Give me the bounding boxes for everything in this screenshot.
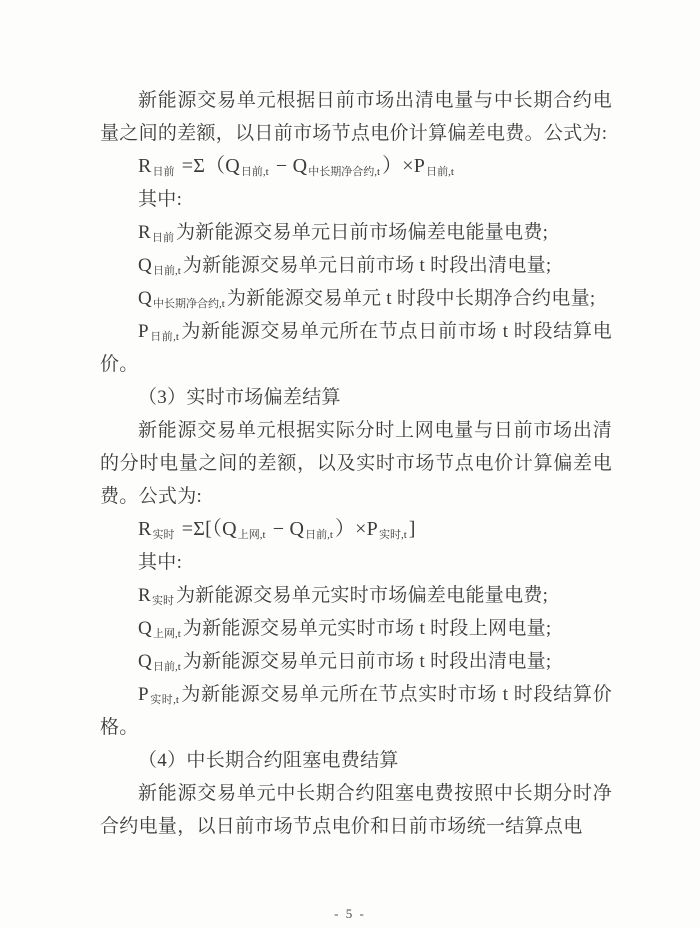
paragraph-among-which: 其中:: [138, 189, 183, 210]
paragraph-day-ahead-intro: 新能源交易单元根据日前市场出清电量与中长期合约电量之间的差额，以日前市场节点电价计算偏差电费。公式为:: [100, 90, 612, 144]
definition-q-day-ahead: $Q_{日前,t}$ 为新能源交易单元日前市场 t 时段出清电量;: [138, 255, 552, 277]
page-number: - 5 -: [334, 906, 366, 921]
definition-p-real-time: $P_{实时,t}$ 为新能源交易单元所在节点实时市场 t 时段结算价格。: [100, 684, 613, 738]
section-heading-4: （4）中长期合约阻塞电费结算: [138, 750, 399, 771]
definition-r-day-ahead: $R_{日前}$ 为新能源交易单元日前市场偏差电能量电费;: [138, 222, 549, 244]
definition-r-real-time: $R_{实时}$ 为新能源交易单元实时市场偏差电能量电费;: [138, 585, 549, 607]
definition-q-mid-long-term: $Q_{中长期净合约,t}$ 为新能源交易单元 t 时段中长期净合约电量;: [138, 288, 596, 310]
paragraph-among-which-2: 其中:: [138, 552, 183, 573]
section-heading-3: （3）实时市场偏差结算: [138, 387, 341, 408]
formula-day-ahead-deviation: $R_{日前} =\Sigma(Q_{日前,t} - Q_{中长期净合约,t}$ ）$\times P_{日前,t}$: [138, 155, 454, 178]
definition-q-on-grid: $Q_{上网,t}$ 为新能源交易单元实时市场 t 时段上网电量;: [138, 618, 552, 640]
formula-real-time-deviation: $R_{实时} =\Sigma[(Q_{上网,t} - Q_{日前,t}$ ）$\times P_{实时,t}$ ]: [138, 518, 416, 541]
paragraph-mid-long-term-congestion-intro: 新能源交易单元中长期合约阻塞电费按照中长期分时净合约电量，以日前市场节点电价和日前市场统一结算点电: [100, 783, 612, 837]
definition-q-day-ahead-2: $Q_{日前,t}$ 为新能源交易单元日前市场 t 时段出清电量;: [138, 651, 552, 673]
paragraph-real-time-intro: 新能源交易单元根据实际分时上网电量与日前市场出清的分时电量之间的差额，以及实时市场节点电价计算偏差电费。公式为:: [100, 420, 612, 507]
definition-p-day-ahead: $P_{日前,t}$ 为新能源交易单元所在节点日前市场 t 时段结算电价。: [100, 321, 613, 375]
